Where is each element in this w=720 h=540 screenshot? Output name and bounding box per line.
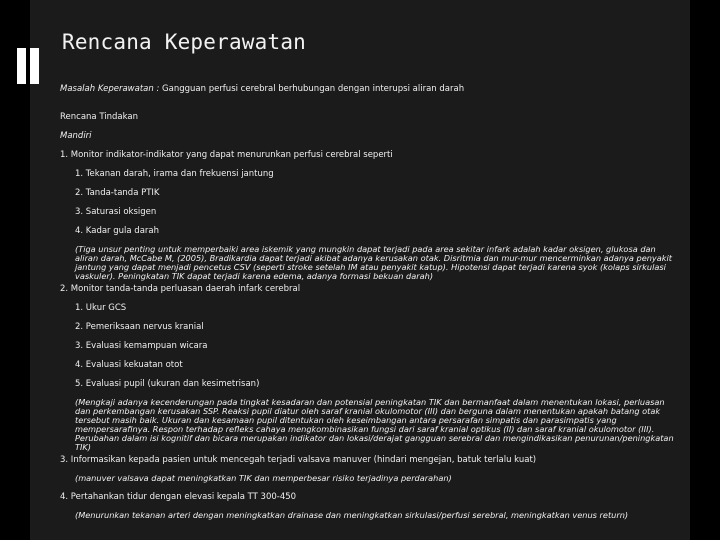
slide-body xyxy=(60,84,680,520)
problem-line xyxy=(60,84,680,95)
sub-list-item: 2. Tanda-tanda PTIK xyxy=(75,188,160,198)
rationale-note: (Tiga unsur penting untuk memperbaiki area iskemik yang mungkin dapat terjadi pada area sekitar infark adalah kadar oksigen, glukosa dan aliran darah, McCabe M, (2005), Bradikardia dapat terjadi akibat adanya kerusakan otak. Disritmia dan mur-mur mencerminkan adanya penyakit jantung yang dapat menjadi pencetus CSV (seperti stroke setelah IM atau penyakit katup). Hipotensi dapat terjadi karena syok (kolaps sirkulasi vaskuler). Peningkatan TIK dapat terjadi karena edema, adanya formasi bekuan darah) xyxy=(75,244,673,281)
problem-label: Masalah Keperawatan : xyxy=(60,84,160,94)
sub-list-item: 1. Ukur GCS xyxy=(75,303,127,313)
sub-list-item: 1. Tekanan darah, irama dan frekuensi jantung xyxy=(75,169,274,179)
list-item: 4. Pertahankan tidur dengan elevasi kepala TT 300-450 xyxy=(60,492,297,502)
sub-list-item: 5. Evaluasi pupil (ukuran dan kesimetrisan) xyxy=(75,379,260,389)
rationale-note: (manuver valsava dapat meningkatkan TIK dan memperbesar risiko terjadinya perdarahan) xyxy=(75,473,452,483)
decorative-bar-left xyxy=(17,48,26,84)
sub-list-item: 2. Pemeriksaan nervus kranial xyxy=(75,322,204,332)
rationale-note: (Mengkaji adanya kecenderungan pada tingkat kesadaran dan potensial peningkatan TIK dan bermanfaat dalam menentukan lokasi, perluasan dan perkembangan kerusakan SSP. Reaksi pupil diatur oleh saraf kranial okulomotor (III) dan berguna dalam menentukan apakah batang otak tersebut masih baik. Ukuran dan kesamaan pupil ditentukan oleh keseimbangan antara persarafan simpatis dan parasimpatis yang mempersarafinya. Respon terhadap refleks cahaya mengkombinasikan fungsi dari saraf kranial optikus (II) dan saraf kranial okulomotor (III). Perubahan dalam isi kognitif dan bicara merupakan indikator dan lokasi/derajat gangguan serebral dan mengindikasikan penurunan/peningkatan TIK) xyxy=(75,397,674,452)
list-item: 2. Monitor tanda-tanda perluasan daerah infark cerebral xyxy=(60,284,301,294)
problem-text: Gangguan perfusi cerebral berhubungan dengan interupsi aliran darah xyxy=(159,84,465,94)
plan-heading: Rencana Tindakan xyxy=(60,112,138,122)
independent-heading: Mandiri xyxy=(60,131,92,141)
sub-list-item: 4. Kadar gula darah xyxy=(75,226,159,236)
list-item: 1. Monitor indikator-indikator yang dapat menurunkan perfusi cerebral seperti xyxy=(60,150,393,160)
slide-title: Rencana Keperawatan xyxy=(62,30,307,54)
decorative-bar-right xyxy=(30,48,39,84)
sub-list-item: 4. Evaluasi kekuatan otot xyxy=(75,360,183,370)
list-item: 3. Informasikan kepada pasien untuk mencegah terjadi valsava manuver (hindari mengejan, batuk terlalu kuat) xyxy=(60,455,537,465)
sub-list-item: 3. Evaluasi kemampuan wicara xyxy=(75,341,208,351)
sub-list-item: 3. Saturasi oksigen xyxy=(75,207,157,217)
rationale-note: (Menurunkan tekanan arteri dengan meningkatkan drainase dan meningkatkan sirkulasi/perfusi serebral, meningkatkan venus return) xyxy=(75,510,629,520)
